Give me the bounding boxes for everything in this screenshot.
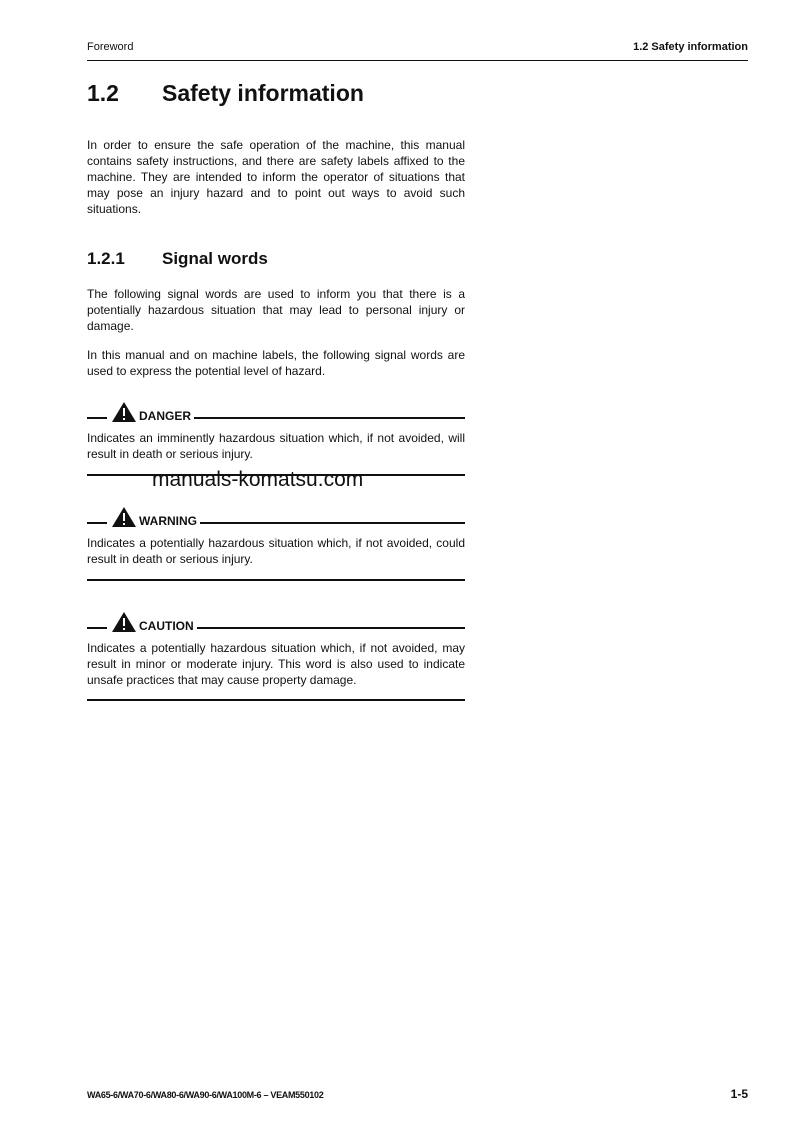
heading-tail-rule (197, 627, 465, 629)
caution-heading (87, 610, 465, 632)
watermark: manuals-komatsu.com (152, 468, 364, 491)
header-divider (87, 60, 748, 61)
page-number: 1-5 (730, 1087, 748, 1101)
signal-word-danger: DANGER (139, 409, 192, 423)
heading-tail-rule (194, 417, 465, 419)
warning-triangle-icon (112, 612, 138, 632)
section-number: 1.2 (87, 80, 119, 106)
subsection-number: 1.2.1 (87, 249, 125, 268)
danger-heading (87, 400, 465, 422)
section-title: Safety information (162, 80, 364, 106)
signal-words-paragraph-1: The following signal words are used to inform you that there is a potentially hazardous situation that may lead to personal injury or damage. (87, 287, 465, 333)
section-heading (87, 80, 364, 107)
intro-paragraph: In order to ensure the safe operation of the machine, this manual contains safety instructions, and there are safety labels affixed to the machine. They are intended to inform the operator of situations that may pose an injury hazard and to point out ways to avoid such situations. (87, 138, 465, 216)
signal-word-warning: WARNING (139, 514, 197, 528)
warning-heading (87, 505, 465, 527)
running-header-section: 1.2 Safety information (633, 41, 748, 53)
heading-lead-rule (87, 627, 107, 629)
subsection-title: Signal words (162, 249, 268, 268)
danger-description: Indicates an imminently hazardous situation which, if not avoided, will result in death or serious injury. (87, 431, 465, 461)
caution-bottom-rule (87, 699, 465, 701)
signal-words-paragraph-2: In this manual and on machine labels, the following signal words are used to express the potential level of hazard. (87, 348, 465, 378)
heading-tail-rule (200, 522, 465, 524)
footer-model-reference: WA65-6/WA70-6/WA80-6/WA90-6/WA100M-6 – VEAM550102 (87, 1090, 324, 1100)
warning-triangle-icon (112, 402, 138, 422)
warning-bottom-rule (87, 579, 465, 581)
signal-word-caution: CAUTION (139, 619, 194, 633)
warning-triangle-icon (112, 507, 138, 527)
warning-description: Indicates a potentially hazardous situation which, if not avoided, could result in death or serious injury. (87, 536, 465, 566)
caution-description: Indicates a potentially hazardous situation which, if not avoided, may result in minor or moderate injury. This word is also used to indicate unsafe practices that may cause property damage. (87, 641, 465, 687)
heading-lead-rule (87, 417, 107, 419)
subsection-heading (87, 249, 268, 269)
heading-lead-rule (87, 522, 107, 524)
running-header-chapter: Foreword (87, 41, 134, 53)
